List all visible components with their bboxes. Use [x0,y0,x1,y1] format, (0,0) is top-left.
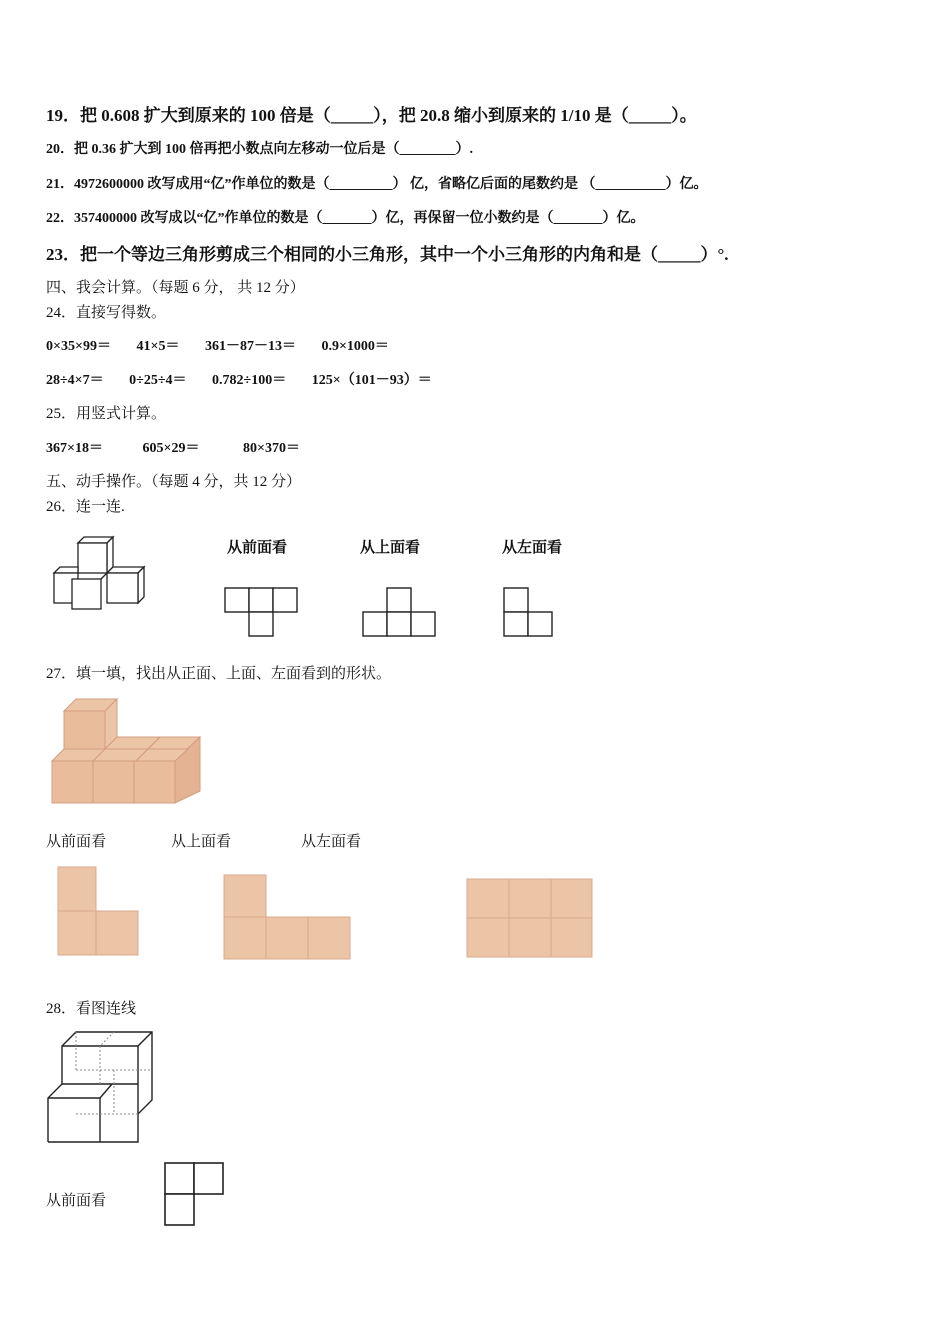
q26-cube-figure [50,535,150,615]
q26-view-option-1[interactable] [225,588,300,638]
q27-view-shape-2[interactable] [223,874,353,962]
calc-item: 0.782÷100＝ [212,373,287,388]
question-20: 20．把 0.36 扩大到 100 倍再把小数点向左移动一位后是（________）. [46,142,473,157]
question-28: 28．看图连线 [46,1001,137,1017]
q27-view-shape-3[interactable] [466,878,596,960]
calc-row-2 [46,369,454,389]
q27-cube-figure [50,697,205,807]
calc-item: 41×5＝ [136,339,180,354]
question-25: 25．用竖式计算。 [46,406,167,422]
q27-label-front: 从前面看 [46,834,107,850]
section-4-title: 四、我会计算。（每题 6 分， 共 12 分） [46,280,305,296]
question-23: 23．把一个等边三角形剪成三个相同的小三角形，其中一个小三角形的内角和是（_____）°. [46,245,729,264]
question-19: 19．把 0.608 扩大到原来的 100 倍是（_____），把 20.8 缩小到原来的 1/10 是（_____）。 [46,106,697,125]
q27-label-top: 从上面看 [171,834,232,850]
calc-item: 361－87－13＝ [204,339,296,354]
calc-item: 0÷25÷4＝ [129,373,187,388]
calc-item: 125×（101－93）＝ [311,373,432,388]
q26-label-top: 从上面看 [360,540,421,556]
q27-label-left: 从左面看 [301,834,362,850]
q28-cube-figure [46,1030,158,1145]
q26-view-option-2[interactable] [363,588,438,638]
question-26: 26．连一连. [46,499,125,515]
q28-view-shape[interactable] [164,1162,226,1228]
calc-row-3 [46,437,322,457]
q26-label-left: 从左面看 [502,540,563,556]
question-24: 24．直接写得数。 [46,305,167,321]
section-5-title: 五、动手操作。（每题 4 分，共 12 分） [46,474,302,490]
calc-item: 28÷4×7＝ [46,373,104,388]
calc-item: 605×29＝ [142,441,200,456]
question-27: 27．填一填，找出从正面、上面、左面看到的形状。 [46,666,392,682]
q27-view-shape-1[interactable] [57,866,142,958]
calc-item: 0.9×1000＝ [321,339,389,354]
question-21: 21．4972600000 改写成用“亿”作单位的数是（_________） 亿，省略亿后面的尾数约是 （__________）亿。 [46,177,708,192]
q26-label-front: 从前面看 [227,540,288,556]
calc-item: 80×370＝ [242,441,300,456]
calc-item: 367×18＝ [46,441,103,456]
calc-row-1 [46,335,411,355]
q28-label-front: 从前面看 [46,1193,107,1209]
calc-item: 0×35×99＝ [46,339,111,354]
question-22: 22．357400000 改写成以“亿”作单位的数是（_______）亿，再保留一位小数约是（_______）亿。 [46,211,645,226]
q26-view-option-3[interactable] [504,588,554,638]
